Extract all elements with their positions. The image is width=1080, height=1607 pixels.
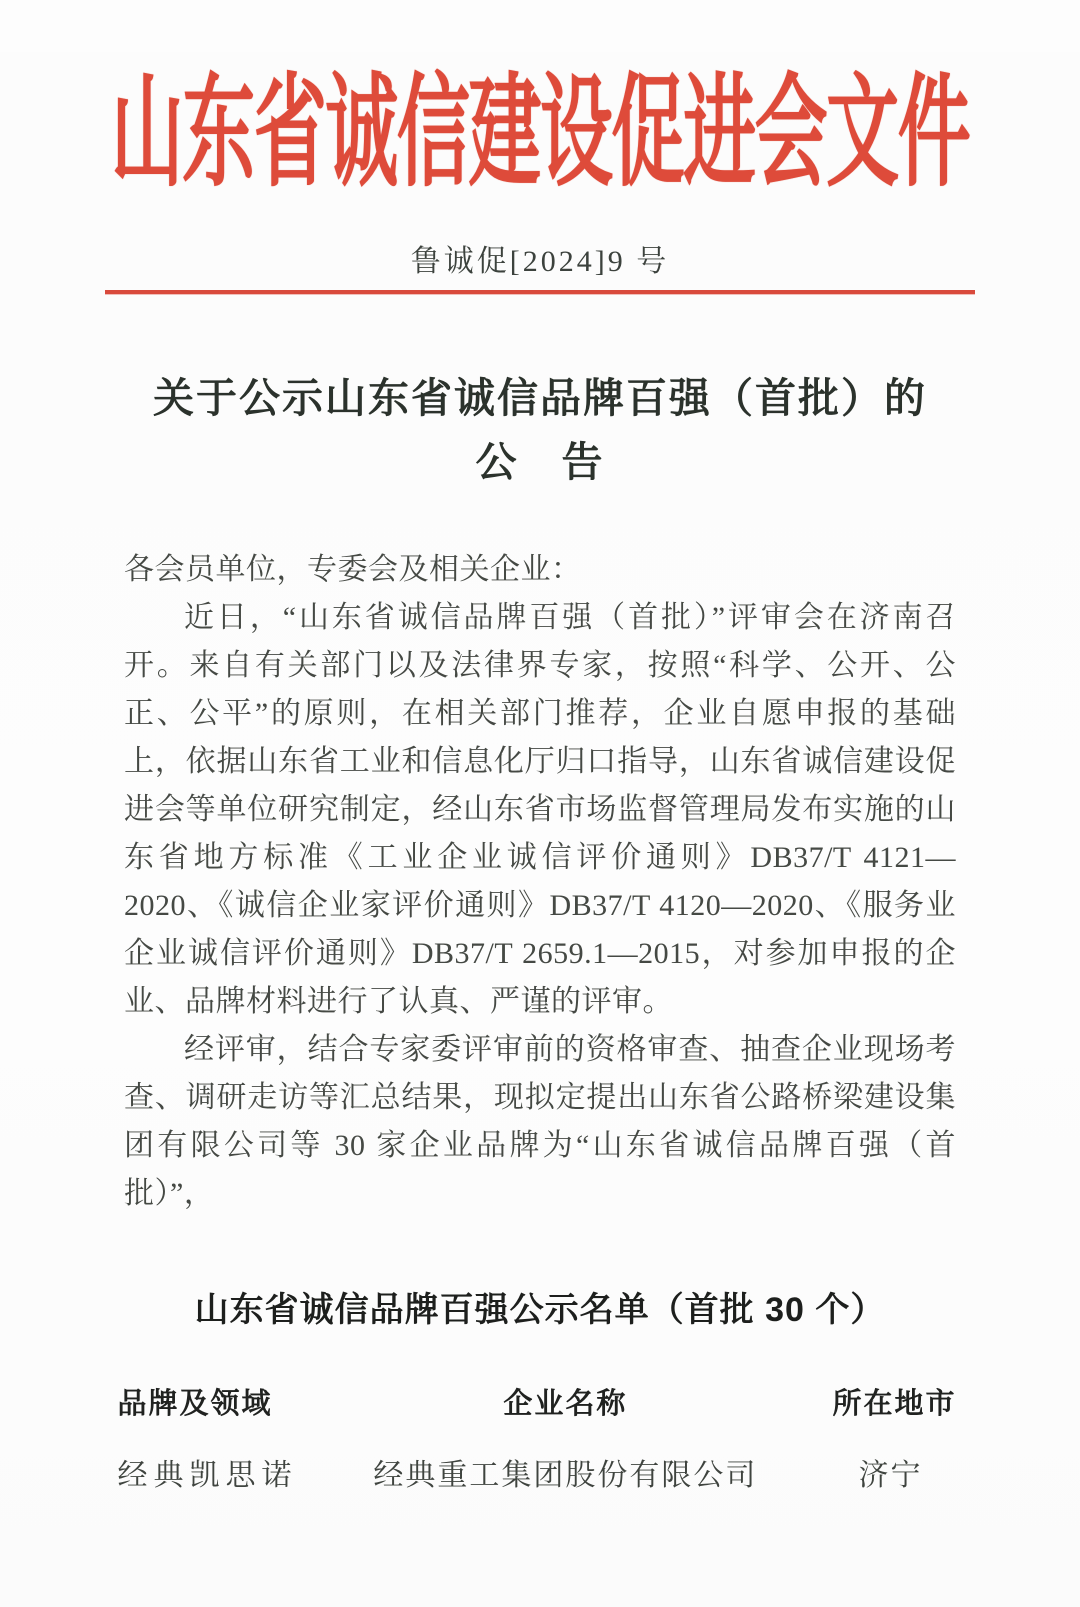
table-header-brand: 品牌及领域 bbox=[117, 1388, 273, 1420]
document-page bbox=[0, 52, 1080, 1607]
list-heading: 山东省诚信品牌百强公示名单（首批 30 个） bbox=[194, 1291, 886, 1329]
announcement-title-line2: 公 告 bbox=[475, 439, 605, 485]
document-number: 鲁诚促[2024]9 号 bbox=[410, 245, 670, 278]
table-header-company: 企业名称 bbox=[503, 1388, 628, 1420]
body-text bbox=[124, 546, 956, 1218]
announcement-title-line1: 关于公示山东省诚信品牌百强（首批）的 bbox=[153, 375, 927, 421]
brand-list-table bbox=[118, 1381, 963, 1506]
table-cell-company: 经典重工集团股份有限公司 bbox=[373, 1459, 758, 1492]
body-paragraph-2: 经评审，结合专家委评审前的资格审查、抽查企业现场考查、调研走访等汇总结果，现拟定提出山东省公路桥梁建设集团有限公司等 30 家企业品牌为“山东省诚信品牌百强（首批）”， bbox=[124, 1033, 956, 1210]
red-divider bbox=[105, 290, 975, 294]
body-paragraph-1: 近日，“山东省诚信品牌百强（首批）”评审会在济南召开。来自有关部门以及法律界专家，按照“科学、公开、公正、公平”的原则，在相关部门推荐，企业自愿申报的基础上，依据山东省工业和信息化厅归口指导，山东省诚信建设促进会等单位研究制定，经山东省市场监督管理局发布实施的山东省地方标准《工业企业诚信评价通则》DB37/T 4121—2020、《诚信企业家评价通则》DB37/T 4120—2020、《服务业企业诚信评价通则》DB37/T 2659.1—2015，对参加申报的企业、品牌材料进行了认真、严谨的评审。 bbox=[124, 601, 956, 1018]
table-row bbox=[118, 1446, 963, 1506]
letterhead-title: 山东省诚信建设促进会文件 bbox=[110, 65, 970, 202]
announcement-title bbox=[0, 366, 1080, 494]
table-header-city: 所在地市 bbox=[832, 1388, 957, 1420]
table-cell-brand: 经典凯思诺 bbox=[117, 1459, 298, 1492]
table-header-row bbox=[118, 1381, 963, 1422]
salutation: 各会员单位，专委会及相关企业： bbox=[124, 553, 582, 586]
letterhead bbox=[0, 52, 1080, 202]
table-cell-city: 济宁 bbox=[858, 1459, 923, 1492]
